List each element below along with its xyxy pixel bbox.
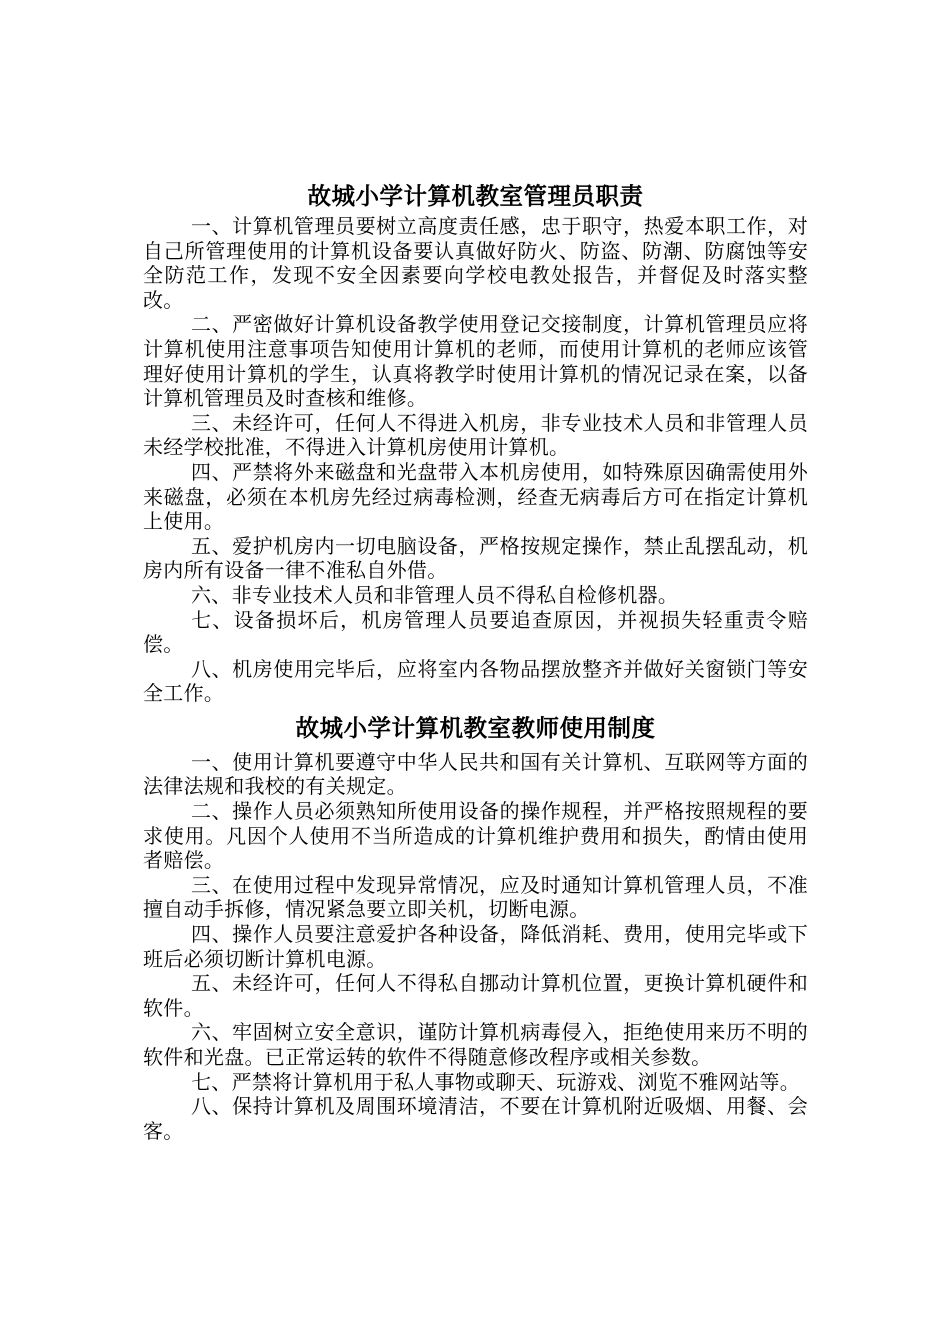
paragraph: 五、爱护机房内一切电脑设备，严格按规定操作，禁止乱摆乱动，机房内所有设备一律不准私自外借。 [143,533,808,583]
paragraph: 七、严禁将计算机用于私人事物或聊天、玩游戏、浏览不雅网站等。 [191,1069,800,1094]
paragraph: 八、机房使用完毕后，应将室内各物品摆放整齐并做好关窗锁门等安全工作。 [143,656,808,706]
paragraph: 一、使用计算机要遵守中华人民共和国有关计算机、互联网等方面的法律法规和我校的有关规定。 [143,749,808,799]
paragraph: 三、未经许可，任何人不得进入机房，非专业技术人员和非管理人员未经学校批准，不得进入计算机房使用计算机。 [143,410,808,460]
paragraph: 二、严密做好计算机设备教学使用登记交接制度，计算机管理员应将计算机使用注意事项告知使用计算机的老师，而使用计算机的老师应该管理好使用计算机的学生，认真将教学时使用计算机的情况记录在案，以备计算机管理员及时查核和维修。 [143,312,808,411]
paragraph: 一、计算机管理员要树立高度责任感，忠于职守，热爱本职工作，对自己所管理使用的计算机设备要认真做好防火、防盗、防潮、防腐蚀等安全防范工作，发现不安全因素要向学校电教处报告，并督促及时落实整改。 [143,214,808,312]
section-title-admin-duties: 故城小学计算机教室管理员职责 [307,182,644,210]
document-page [143,178,808,1143]
paragraph: 二、操作人员必须熟知所使用设备的操作规程，并严格按照规程的要求使用。凡因个人使用不当所造成的计算机维护费用和损失，酌情由使用者赔偿。 [143,799,808,873]
paragraph: 四、操作人员要注意爱护各种设备，降低消耗、费用，使用完毕或下班后必须切断计算机电源。 [143,922,808,971]
paragraph: 八、保持计算机及周围环境清洁，不要在计算机附近吸烟、用餐、会客。 [143,1094,808,1143]
section-title-teacher-rules: 故城小学计算机教室教师使用制度 [295,713,656,742]
paragraph: 六、牢固树立安全意识，谨防计算机病毒侵入，拒绝使用来历不明的软件和光盘。已正常运转的软件不得随意修改程序或相关参数。 [143,1020,808,1069]
paragraph: 七、设备损坏后，机房管理人员要追查原因，并视损失轻重责令赔偿。 [143,607,808,657]
paragraph: 三、在使用过程中发现异常情况，应及时通知计算机管理人员，不准擅自动手拆修，情况紧急要立即关机，切断电源。 [143,872,808,922]
paragraph: 五、未经许可，任何人不得私自挪动计算机位置，更换计算机硬件和软件。 [143,971,808,1020]
paragraph: 四、严禁将外来磁盘和光盘带入本机房使用，如特殊原因确需使用外来磁盘，必须在本机房先经过病毒检测，经查无病毒后方可在指定计算机上使用。 [143,459,808,534]
paragraph: 六、非专业技术人员和非管理人员不得私自检修机器。 [191,582,679,607]
